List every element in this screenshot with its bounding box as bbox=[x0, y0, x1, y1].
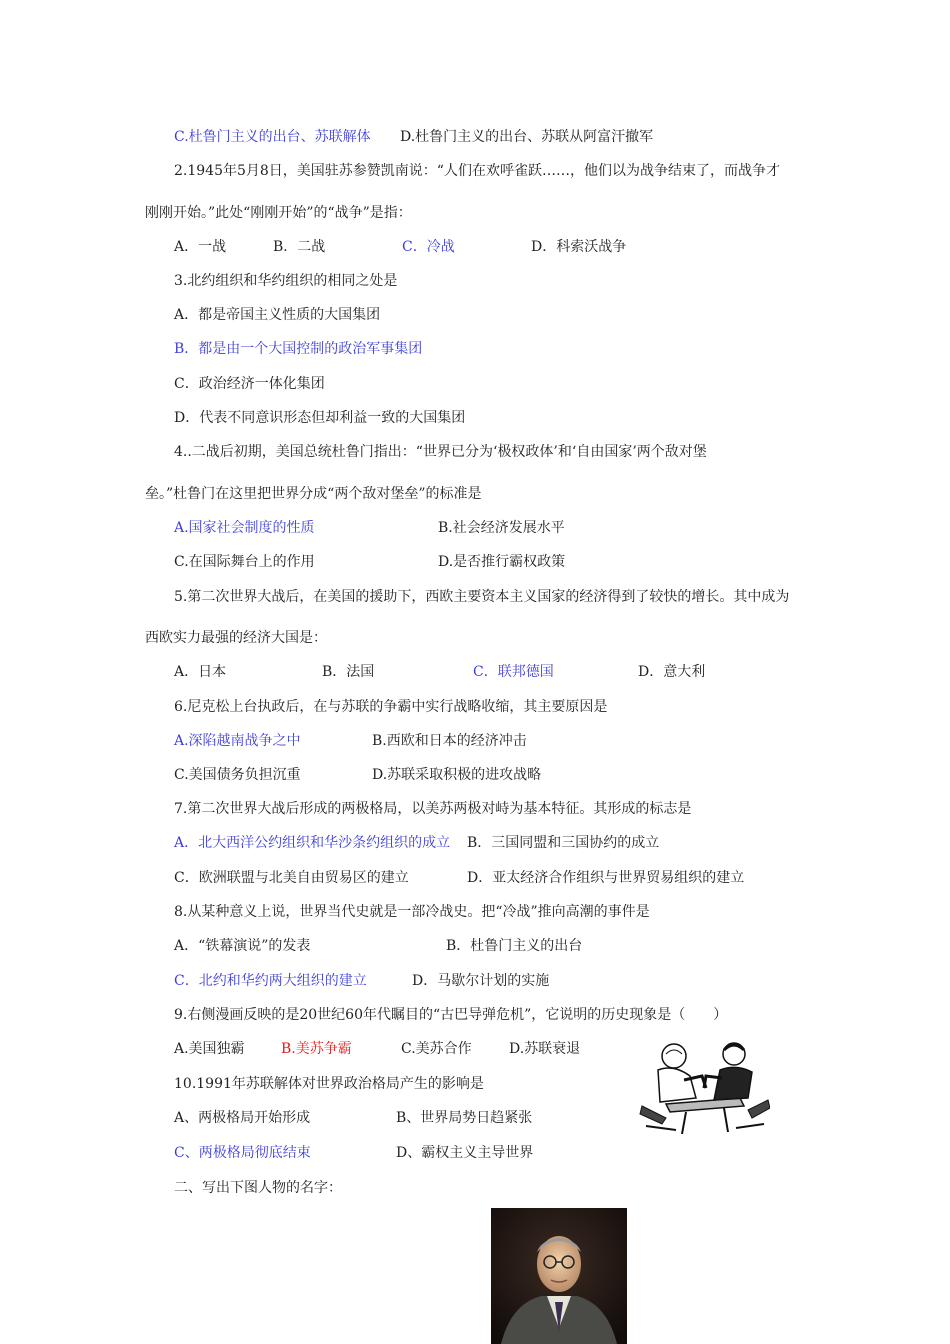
q9-option-b: B.美苏争霸 bbox=[281, 1041, 352, 1057]
q6-option-c: C.美国债务负担沉重 bbox=[174, 767, 301, 783]
q3-option-d: D．代表不同意识形态但却利益一致的大国集团 bbox=[174, 410, 466, 426]
q7-option-a: A．北大西洋公约组织和华沙条约组织的成立 bbox=[174, 835, 451, 851]
q2-option-d: D．科索沃战争 bbox=[531, 239, 627, 255]
q8-option-b: B．杜鲁门主义的出台 bbox=[446, 938, 583, 954]
q5-stem-line2: 西欧实力最强的经济大国是： bbox=[145, 630, 327, 646]
man-portrait-photo bbox=[491, 1208, 627, 1344]
q2-stem-line2: 刚刚开始。”此处“刚刚开始”的“战争”是指： bbox=[145, 205, 412, 221]
q7-stem: 7.第二次世界大战后形成的两极格局，以美苏两极对峙为基本特征。其形成的标志是 bbox=[174, 801, 692, 817]
q2-option-b: B．二战 bbox=[273, 239, 326, 255]
q4-option-a: A.国家社会制度的性质 bbox=[174, 520, 315, 536]
q8-option-d: D．马歇尔计划的实施 bbox=[412, 973, 550, 989]
q8-option-c: C．北约和华约两大组织的建立 bbox=[174, 973, 367, 989]
q4-option-b: B.社会经济发展水平 bbox=[438, 520, 565, 536]
q6-option-a: A.深陷越南战争之中 bbox=[174, 733, 301, 749]
q6-option-b: B.西欧和日本的经济冲击 bbox=[372, 733, 527, 749]
q9-option-c: C.美苏合作 bbox=[401, 1041, 472, 1057]
arm-wrestling-cartoon bbox=[636, 1036, 770, 1136]
q1-option-c: C.杜鲁门主义的出台、苏联解体 bbox=[174, 129, 371, 145]
q10-option-d: D、霸权主义主导世界 bbox=[396, 1145, 534, 1161]
q8-option-a: A．“铁幕演说”的发表 bbox=[174, 938, 311, 954]
q4-option-c: C.在国际舞台上的作用 bbox=[174, 554, 315, 570]
q10-option-b: B、世界局势日趋紧张 bbox=[396, 1110, 533, 1126]
q2-option-a: A．一战 bbox=[174, 239, 227, 255]
q5-option-a: A．日本 bbox=[174, 664, 227, 680]
q3-option-b: B．都是由一个大国控制的政治军事集团 bbox=[174, 341, 423, 357]
q7-option-d: D．亚太经济合作组织与世界贸易组织的建立 bbox=[467, 870, 745, 886]
q4-stem-line2: 垒。”杜鲁门在这里把世界分成“两个敌对堡垒”的标准是 bbox=[145, 486, 482, 502]
q6-option-d: D.苏联采取积极的进攻战略 bbox=[372, 767, 542, 783]
q10-stem: 10.1991年苏联解体对世界政治格局产生的影响是 bbox=[174, 1076, 484, 1092]
q1-option-d: D.杜鲁门主义的出台、苏联从阿富汗撤军 bbox=[400, 129, 654, 145]
q5-option-d: D．意大利 bbox=[638, 664, 706, 680]
q2-option-c: C．冷战 bbox=[402, 239, 455, 255]
q4-stem-line1: 4..二战后初期，美国总统杜鲁门指出：“世界已分为‘极权政体’和‘自由国家’两个敌对堡 bbox=[174, 444, 707, 460]
q4-option-d: D.是否推行霸权政策 bbox=[438, 554, 566, 570]
q10-option-a: A、两极格局开始形成 bbox=[174, 1110, 311, 1126]
q5-option-b: B．法国 bbox=[322, 664, 375, 680]
q2-stem-line1: 2.1945年5月8日，美国驻苏参赞凯南说：“人们在欢呼雀跃……，他们以为战争结束了，而战争才 bbox=[174, 163, 780, 179]
q5-stem-line1: 5.第二次世界大战后，在美国的援助下，西欧主要资本主义国家的经济得到了较快的增长。其中成为 bbox=[174, 589, 790, 605]
q9-option-d: D.苏联衰退 bbox=[509, 1041, 581, 1057]
q3-option-c: C．政治经济一体化集团 bbox=[174, 376, 325, 392]
q3-stem: 3.北约组织和华约组织的相同之处是 bbox=[174, 273, 398, 289]
q7-option-c: C．欧洲联盟与北美自由贸易区的建立 bbox=[174, 870, 409, 886]
q10-option-c: C、两极格局彻底结束 bbox=[174, 1145, 311, 1161]
q7-option-b: B．三国同盟和三国协约的成立 bbox=[467, 835, 660, 851]
section2-title: 二、写出下图人物的名字： bbox=[174, 1180, 342, 1196]
q9-stem: 9.右侧漫画反映的是20世纪60年代瞩目的“古巴导弹危机”，它说明的历史现象是（ ） bbox=[174, 1007, 728, 1023]
q5-option-c: C．联邦德国 bbox=[473, 664, 554, 680]
q6-stem: 6.尼克松上台执政后，在与苏联的争霸中实行战略收缩，其主要原因是 bbox=[174, 699, 608, 715]
q9-option-a: A.美国独霸 bbox=[174, 1041, 245, 1057]
q8-stem: 8.从某种意义上说，世界当代史就是一部冷战史。把“冷战”推向高潮的事件是 bbox=[174, 904, 650, 920]
q3-option-a: A．都是帝国主义性质的大国集团 bbox=[174, 307, 381, 323]
